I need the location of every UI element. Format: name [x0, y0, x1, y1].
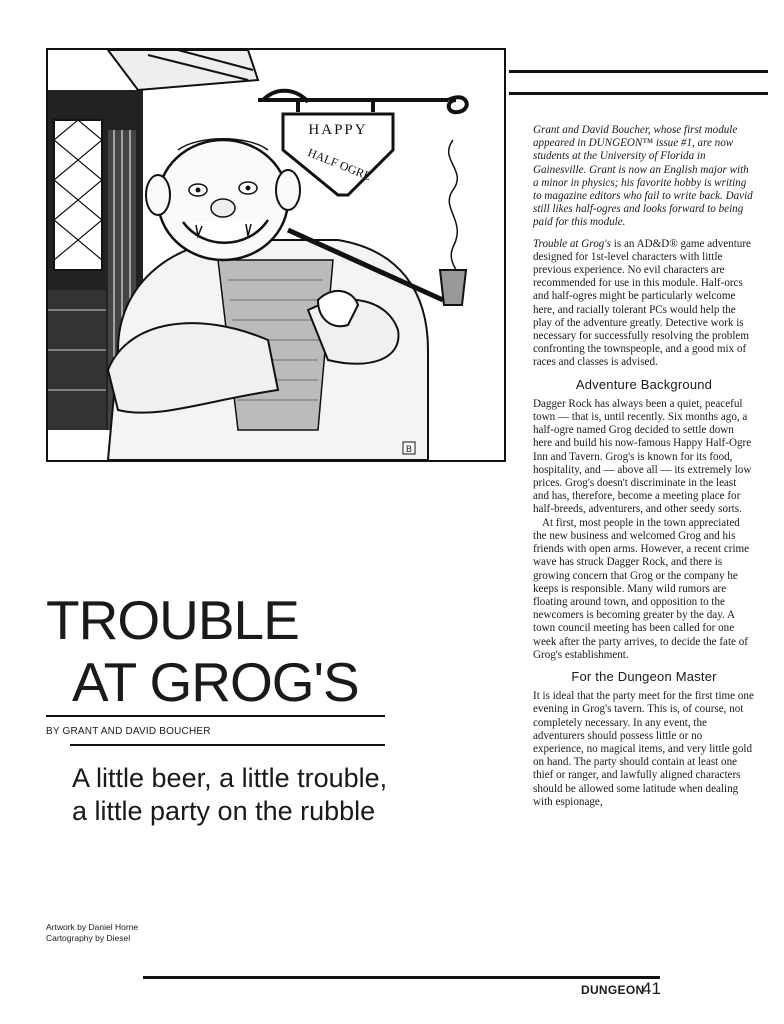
footer-magazine: DUNGEON: [581, 983, 645, 997]
byline-rule: [70, 744, 385, 746]
title-rule: [46, 715, 385, 717]
pipe-smoke-icon: [449, 140, 458, 275]
half-ogre-illustration: [48, 50, 504, 460]
article-subtitle: A little beer, a little trouble, a little party on the rubble: [72, 763, 388, 826]
intro-paragraph: [533, 238, 755, 370]
cover-illustration: [46, 48, 506, 462]
artist-signature: B: [405, 444, 413, 454]
body-column: [533, 124, 755, 815]
author-bio: Grant and David Boucher, whose first module appeared in DUNGEON™ issue #1, are now students at the University of Florida in Gainesville. Grant is now an English major with a minor in physics; his favorite hobby is writing to magazine editors who fail to write back. David still likes half-ogres and looks forward to being paid for this module.: [533, 124, 753, 229]
dm-paragraph-1: It is ideal that the party meet for the first time one evening in Grog's tavern. This is, of course, not completely necessary. In any event, the adventurers should possess little or no experience, no magical items, and very little gold on hand. The party should contain at least one thief or ranger, and lawfully aligned characters should be allowed some latitude when dealing with espionage,: [533, 690, 754, 808]
article-title-line-1: TROUBLE: [46, 589, 299, 651]
sign-bracket-icon: [258, 91, 467, 112]
header-rule-2: [509, 92, 768, 95]
footer-rule: [143, 976, 660, 979]
pipe-icon: [440, 270, 466, 305]
header-rule-1: [509, 70, 768, 73]
byline: BY GRANT AND DAVID BOUCHER: [46, 726, 211, 737]
article-title-line-2: AT GROG'S: [72, 651, 359, 713]
background-paragraph-1: Dagger Rock has always been a quiet, peaceful town — that is, until recently. Six months ago, a half-ogre named Grog decided to settle down here and build his now-famous Happy Half-Ogre Inn and Tavern. Grog's is known for its food, hospitality, and — above all — its extremely low prices. Grog's doesn't discriminate in the least and has, therefore, become a meeting place for half-breeds, adventurers, and other seedy sorts.: [533, 397, 752, 516]
sign-text-2: HALF OGRE: [305, 145, 374, 184]
background-paragraph-2: At first, most people in the town appreciated the new business and welcomed Grog and his friends with open arms. However, a recent crime wave has struck Dagger Rock, and there is growing concern that Grog or the company he keeps is responsible. Many wild rumors are floating around town, and opposition to the newcomers is becoming greater by the day. A town council meeting has been called for one week after the party arrives, to decide the fate of Grog's establishment.: [533, 516, 750, 661]
section-heading-background: Adventure Background: [575, 376, 713, 392]
artwork-credit: Artwork by Daniel Horne: [46, 922, 139, 932]
section-heading-dm: For the Dungeon Master: [571, 668, 717, 684]
cartography-credit: Cartography by Diesel: [46, 933, 131, 943]
intro-text: is an AD&D® game adventure designed for 1st-level characters with little previous experience. No evil characters are recommended for use in this module. Half-orcs and half-ogres might be particularly welcome here, and racially tolerant PCs would help the play of the adventure greatly. Detective work is necessary for successfully resolving the problem confronting the townspeople, and a good mix of races and classes is advised.: [533, 237, 751, 369]
intro-title: Trouble at Grog's: [533, 237, 611, 250]
page-number: 41: [642, 979, 661, 998]
sign-text-1: HAPPY: [308, 122, 368, 138]
credits: [46, 922, 138, 944]
